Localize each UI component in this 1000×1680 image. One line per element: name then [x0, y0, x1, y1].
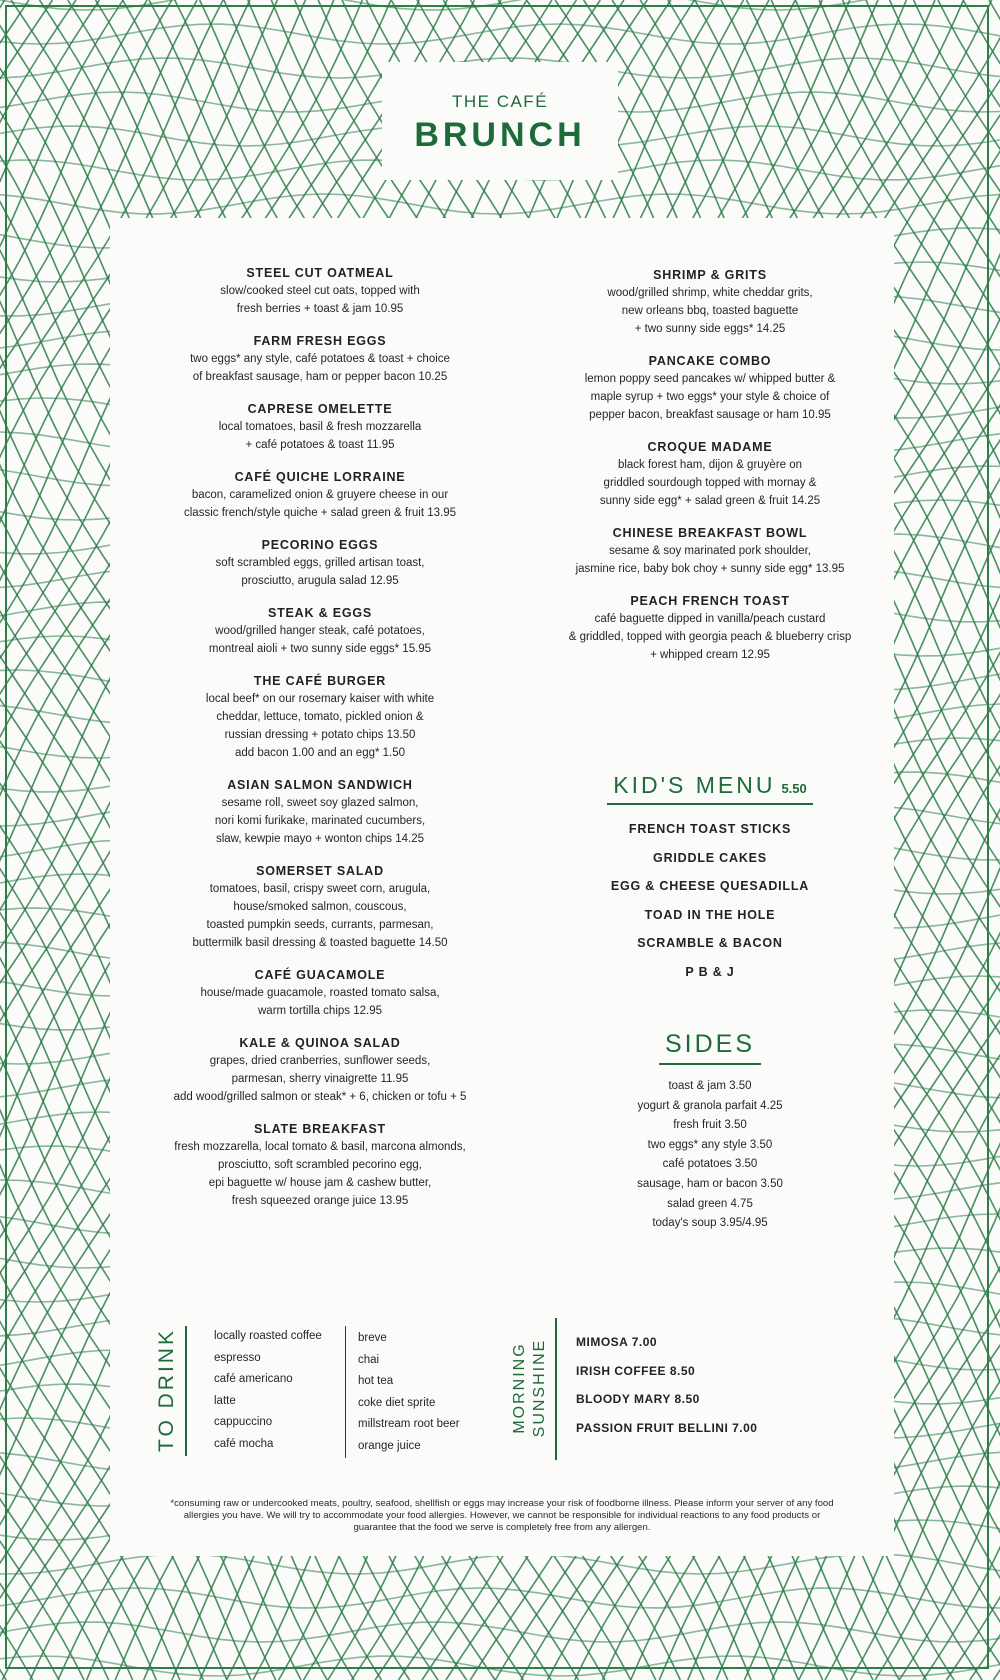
kids-menu-title: KID'S MENU — [613, 772, 776, 798]
kids-menu-item: SCRAMBLE & BACON — [637, 936, 783, 951]
to-drink-rule — [185, 1326, 187, 1456]
menu-item-name: SLATE BREAKFAST — [254, 1122, 386, 1136]
cocktail-item: IRISH COFFEE 8.50 — [576, 1363, 696, 1378]
kids-menu-price: 5.50 — [781, 781, 807, 796]
right-menu-column — [540, 266, 880, 678]
menu-item-name: CROQUE MADAME — [647, 440, 773, 454]
cocktail-list — [576, 1328, 757, 1442]
menu-item — [150, 604, 490, 658]
drink-item: locally roasted coffee — [214, 1330, 322, 1342]
side-item: café potatoes 3.50 — [662, 1158, 758, 1171]
kids-menu-item: FRENCH TOAST STICKS — [628, 822, 792, 836]
drink-item: café americano — [214, 1373, 293, 1386]
menu-item-name: CAFÉ GUACAMOLE — [254, 968, 386, 982]
cocktail-item: MIMOSA 7.00 — [576, 1335, 658, 1349]
kids-menu-item: EGG & CHEESE QUESADILLA — [610, 879, 810, 894]
menu-item-name: PECORINO EGGS — [261, 538, 379, 552]
menu-item — [540, 524, 880, 578]
side-item: salad green 4.75 — [667, 1197, 753, 1210]
side-item: yogurt & granola parfait 4.25 — [637, 1099, 783, 1112]
drink-item: chai — [358, 1353, 380, 1366]
menu-item-description: grapes, dried cranberries, sunflower seeds, parmesan, sherry vinaigrette 11.95 add wood/grilled salmon or steak* + 6, chicken or tofu + 5 — [173, 1055, 467, 1103]
menu-content-panel — [110, 218, 894, 1556]
menu-item-description: lemon poppy seed pancakes w/ whipped butter & maple syrup + two eggs* your style & choice of pepper bacon, breakfast sausage or ham 10.95 — [584, 373, 836, 421]
menu-item-name: CAPRESE OMELETTE — [247, 402, 393, 416]
menu-item-description: fresh mozzarella, local tomato & basil, marcona almonds, prosciutto, soft scrambled pecorino egg, epi baguette w/ house jam & cashew butter, fresh squeezed orange juice 13.95 — [174, 1141, 466, 1207]
drink-item: latte — [214, 1394, 236, 1407]
menu-item — [150, 536, 490, 590]
kids-menu-item: P B & J — [685, 964, 735, 979]
drinks-column-2 — [358, 1328, 460, 1458]
kids-menu-heading — [607, 772, 813, 805]
sides-section — [540, 1030, 880, 1234]
menu-item-name: SOMERSET SALAD — [256, 864, 384, 878]
drink-item: café mocha — [214, 1437, 274, 1450]
cocktail-item: PASSION FRUIT BELLINI 7.00 — [576, 1420, 758, 1435]
drink-item: cappuccino — [214, 1416, 273, 1429]
menu-item-name: STEAK & EGGS — [267, 606, 373, 620]
drink-item: coke diet sprite — [358, 1396, 436, 1409]
menu-item — [540, 352, 880, 424]
menu-item — [150, 862, 490, 952]
menu-item-description: black forest ham, dijon & gruyère on griddled sourdough topped with mornay & sunny side egg* + salad green & fruit 14.25 — [599, 459, 821, 507]
brunch-title: BRUNCH — [414, 116, 586, 154]
menu-item-description: tomatoes, basil, crispy sweet corn, arugula, house/smoked salmon, couscous, toasted pumpkin seeds, currants, parmesan, buttermilk basil dressing & toasted baguette 14.50 — [192, 883, 448, 949]
menu-item — [540, 438, 880, 510]
menu-item — [540, 592, 880, 664]
cafe-title: THE CAFÉ — [451, 92, 549, 111]
menu-item-name: CAFÉ QUICHE LORRAINE — [234, 470, 406, 484]
side-item: toast & jam 3.50 — [668, 1080, 752, 1092]
menu-item-description: bacon, caramelized onion & gruyere cheese in our classic french/style quiche + salad green & fruit 13.95 — [184, 489, 456, 519]
kids-menu-section — [540, 772, 880, 987]
menu-item-description: wood/grilled hanger steak, café potatoes, montreal aioli + two sunny side eggs* 15.95 — [208, 625, 432, 655]
drink-item: hot tea — [358, 1375, 394, 1388]
menu-item-description: house/made guacamole, roasted tomato salsa, warm tortilla chips 12.95 — [200, 987, 440, 1017]
sides-list — [540, 1077, 880, 1234]
left-menu-column — [150, 264, 490, 1224]
side-item: sausage, ham or bacon 3.50 — [637, 1177, 783, 1190]
to-drink-label-text: TO DRINK — [155, 1328, 178, 1452]
menu-item-description: soft scrambled eggs, grilled artisan toast, prosciutto, arugula salad 12.95 — [215, 557, 425, 587]
menu-item-name: FARM FRESH EGGS — [253, 334, 387, 348]
menu-item-description: two eggs* any style, café potatoes & toast + choice of breakfast sausage, ham or pepper bacon 10.25 — [190, 353, 450, 383]
drink-item: breve — [358, 1332, 387, 1344]
menu-item-description: local tomatoes, basil & fresh mozzarella + café potatoes & toast 11.95 — [218, 421, 422, 451]
menu-item-name: THE CAFÉ BURGER — [253, 674, 387, 688]
menu-item — [150, 468, 490, 522]
drinks-divider — [345, 1326, 346, 1458]
menu-item-name: ASIAN SALMON SANDWICH — [227, 778, 413, 792]
drink-item: orange juice — [358, 1439, 421, 1452]
morning-sunshine-label — [508, 1318, 552, 1458]
side-item: today's soup 3.95/4.95 — [652, 1217, 768, 1230]
menu-item-name: PANCAKE COMBO — [648, 354, 772, 368]
menu-item — [150, 966, 490, 1020]
allergy-disclaimer: *consuming raw or undercooked meats, poultry, seafood, shellfish or eggs may increase your risk of foodborne illness. Please inform your server of any food allergies you have. We will try to accommodate your food allergies. However, we cannot be responsible for individual reactions to any food products or guarantee that the food we serve is completely free from any allergen. — [170, 1498, 834, 1533]
menu-item-description: sesame & soy marinated pork shoulder, jasmine rice, baby bok choy + sunny side egg* 13.95 — [575, 545, 845, 575]
morning-label-line2: SUNSHINE — [531, 1338, 548, 1438]
menu-item — [150, 1034, 490, 1106]
menu-item — [150, 1120, 490, 1210]
menu-item-description: local beef* on our rosemary kaiser with white cheddar, lettuce, tomato, pickled onion & russian dressing + potato chips 13.50 add bacon 1.00 and an egg* 1.50 — [205, 693, 435, 759]
menu-item — [150, 400, 490, 454]
drink-item: espresso — [214, 1351, 261, 1364]
menu-item — [150, 332, 490, 386]
menu-item-name: STEEL CUT OATMEAL — [246, 266, 394, 280]
menu-item-description: wood/grilled shrimp, white cheddar grits, new orleans bbq, toasted baguette + two sunny side eggs* 14.25 — [607, 287, 813, 335]
menu-item-description: slow/cooked steel cut oats, topped with fresh berries + toast & jam 10.95 — [220, 285, 420, 315]
cocktail-item: BLOODY MARY 8.50 — [576, 1392, 700, 1407]
sides-title: SIDES — [659, 1030, 761, 1065]
menu-item-name: CHINESE BREAKFAST BOWL — [612, 526, 808, 540]
kids-menu-list — [540, 815, 880, 987]
side-item: fresh fruit 3.50 — [673, 1119, 747, 1132]
menu-item — [150, 264, 490, 318]
kids-menu-item: GRIDDLE CAKES — [653, 850, 767, 865]
drinks-column-1 — [214, 1326, 322, 1456]
menu-item-description: sesame roll, sweet soy glazed salmon, nori komi furikake, marinated cucumbers, slaw, kewpie mayo + wonton chips 14.25 — [214, 797, 426, 845]
side-item: two eggs* any style 3.50 — [647, 1138, 773, 1151]
drink-item: millstream root beer — [358, 1418, 460, 1431]
morning-label-line1: MORNING — [511, 1342, 528, 1434]
to-drink-label — [152, 1325, 182, 1455]
menu-item — [540, 266, 880, 338]
menu-item-description: café baguette dipped in vanilla/peach custard & griddled, topped with georgia peach & blueberry crisp + whipped cream 12.95 — [568, 613, 852, 661]
menu-item — [150, 776, 490, 848]
menu-item-name: KALE & QUINOA SALAD — [239, 1036, 401, 1050]
menu-item — [150, 672, 490, 762]
kids-menu-item: TOAD IN THE HOLE — [644, 907, 776, 922]
morning-sunshine-rule — [555, 1318, 557, 1460]
menu-item-name: SHRIMP & GRITS — [653, 268, 767, 282]
title-block — [382, 62, 618, 180]
menu-item-name: PEACH FRENCH TOAST — [630, 594, 790, 608]
